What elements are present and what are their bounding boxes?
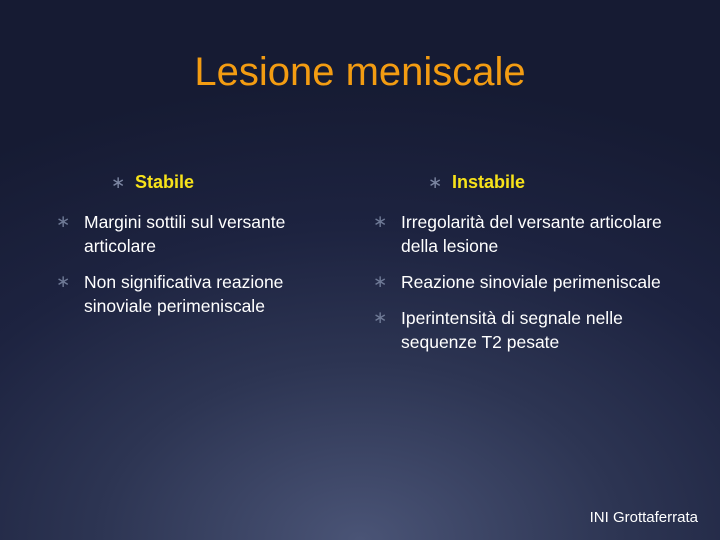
- heading-stabile: Stabile: [135, 171, 195, 192]
- asterisk-bullet-icon: ∗: [373, 272, 388, 291]
- left-heading: [56, 168, 356, 196]
- list-item: [373, 306, 693, 354]
- left-column: [56, 168, 356, 330]
- list-item-text: Iperintensità di segnale nelle sequenze T2 pesate: [401, 308, 623, 352]
- asterisk-bullet-icon: ∗: [56, 272, 71, 291]
- list-item-text: Margini sottili sul versante articolare: [84, 212, 286, 256]
- footer-label: INI Grottaferrata: [589, 509, 698, 526]
- list-item: [56, 210, 356, 258]
- asterisk-bullet-icon: ∗: [56, 212, 71, 231]
- asterisk-bullet-icon: ∗: [373, 212, 388, 231]
- list-item-text: Irregolarità del versante articolare della lesione: [401, 212, 662, 256]
- list-item: [56, 270, 356, 318]
- list-item-text: Non significativa reazione sinoviale perimeniscale: [84, 272, 284, 316]
- right-heading: [373, 168, 693, 196]
- asterisk-bullet-icon: ∗: [428, 172, 443, 192]
- slide-title: Lesione meniscale: [194, 50, 526, 94]
- list-item: [373, 270, 693, 294]
- asterisk-bullet-icon: ∗: [111, 172, 126, 192]
- list-item-text: Reazione sinoviale perimeniscale: [401, 272, 661, 292]
- asterisk-bullet-icon: ∗: [373, 308, 388, 327]
- right-column: [373, 168, 693, 366]
- list-item: [373, 210, 693, 258]
- heading-instabile: Instabile: [452, 171, 526, 192]
